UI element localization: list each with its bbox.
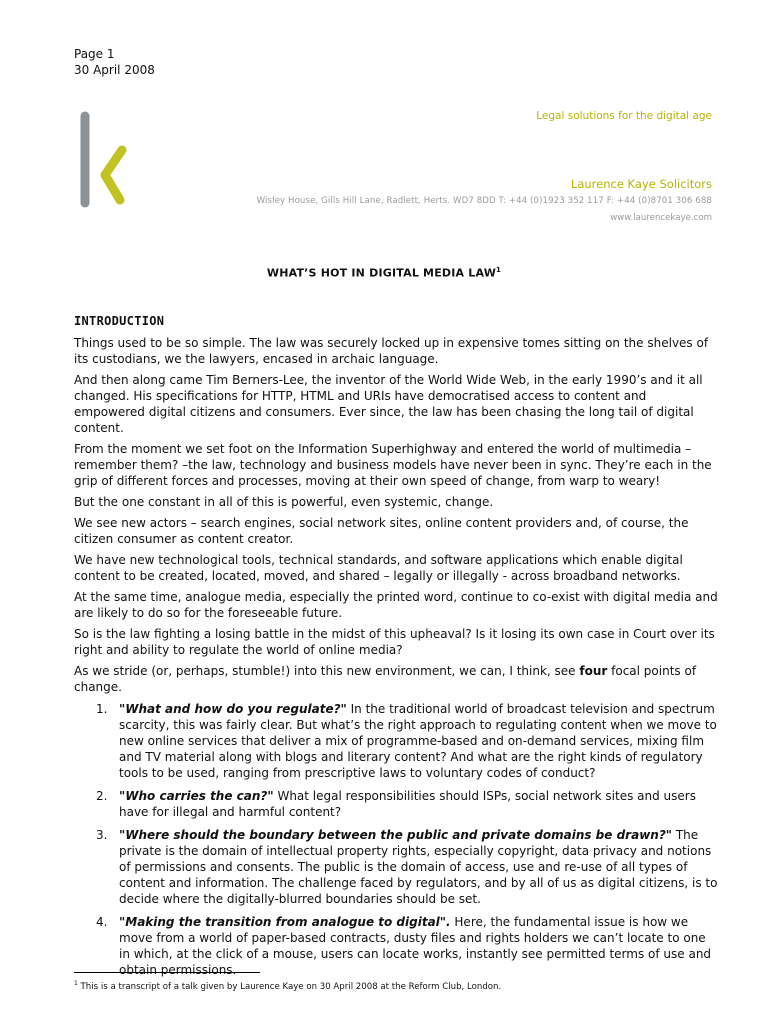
firm-name: Laurence Kaye Solicitors: [570, 177, 712, 191]
list-item-text: What legal responsibilities should ISPs, social network sites and users have for illegal and harmful content?: [119, 789, 696, 819]
logo-arm: [105, 150, 122, 200]
page-number: Page 1: [74, 47, 115, 61]
list-item-number: 1.: [96, 702, 108, 716]
firm-logo: [78, 110, 138, 210]
page-date: 30 April 2008: [74, 63, 155, 77]
paragraph: So is the law fighting a losing battle in the midst of this upheaval? Is it losing its own case in Court over its right and ability to regulate the world of online media?: [74, 627, 715, 657]
list-item-number: 4.: [96, 915, 108, 929]
document-title-text: WHAT’S HOT IN DIGITAL MEDIA LAW: [266, 266, 497, 280]
paragraph: We have new technological tools, technical standards, and software applications which enable digital content to be created, located, moved, and shared – legally or illegally - across broadband networks.: [74, 553, 683, 583]
footnote-marker: 1: [74, 980, 78, 987]
footnote-text: This is a transcript of a talk given by Laurence Kaye on 30 April 2008 at the Reform Club, London.: [77, 981, 502, 992]
lead-in-emphasis: four: [579, 664, 608, 678]
list-item-text: The private is the domain of intellectual property rights, especially copyright, data privacy and notions of permissions and consents. The public is the domain of access, use and re-use of all types of content and information. The challenge faced by regulators, and by all of us as digital citizens, is to decide where the digitally-blurred boundaries should be set.: [119, 828, 718, 906]
firm-website: www.laurencekaye.com: [610, 213, 712, 223]
list-item: [74, 701, 720, 781]
firm-tagline: Legal solutions for the digital age: [536, 110, 712, 122]
list-item-number: 2.: [96, 789, 108, 803]
paragraph: We see new actors – search engines, social network sites, online content providers and, of course, the citizen consumer as content creator.: [74, 516, 689, 546]
page-meta: [74, 46, 155, 78]
document-body: [74, 313, 720, 985]
title-footnote-marker: 1: [496, 266, 502, 274]
paragraph: And then along came Tim Berners-Lee, the inventor of the World Wide Web, in the early 1990’s and it all changed. His specifications for HTTP, HTML and URIs have democratised access to content and empowered digital citizens and consumers. Ever since, the law has been chasing the long tail of digital content.: [74, 373, 703, 435]
list-item-text: In the traditional world of broadcast television and spectrum scarcity, this was fairly clear. But what’s the right approach to regulating content when we move to new online services that deliver a mix of programme-based and on-demand services, mixing film and TV material along with blogs and literary content? And what are the right kinds of regulatory tools to be used, ranging from prescriptive laws to voluntary codes of conduct?: [119, 702, 717, 780]
paragraph: But the one constant in all of this is powerful, even systemic, change.: [74, 495, 494, 509]
lead-in-after: focal points of change.: [74, 664, 697, 694]
paragraph: From the moment we set foot on the Information Superhighway and entered the world of multimedia – remember them? –the law, technology and business models have never been in sync. They’re each in the grip of different forces and processes, moving at their own speed of change, from warp to weary!: [74, 442, 712, 488]
list-item-question: "Who carries the can?": [119, 789, 274, 803]
paragraph: At the same time, analogue media, especially the printed word, continue to co-exist with digital media and are likely to do so for the foreseeable future.: [74, 590, 718, 620]
list-item-question: "What and how do you regulate?": [119, 702, 347, 716]
lead-in-paragraph: [74, 663, 720, 695]
footnote: [74, 980, 501, 992]
list-item-text: Here, the fundamental issue is how we move from a world of paper-based contracts, dusty files and rights holders we can’t locate to one in which, at the click of a mouse, users can locate works, instantly see permitted terms of use and obtain permissions.: [119, 915, 712, 977]
list-item-number: 3.: [96, 828, 108, 842]
paragraph: Things used to be so simple. The law was securely locked up in expensive tomes sitting on the shelves of its custodians, we the lawyers, encased in archaic language.: [74, 336, 709, 366]
document-title: [0, 266, 768, 280]
list-item: [74, 914, 720, 978]
section-heading: INTRODUCTION: [74, 314, 165, 328]
list-item: [74, 827, 720, 907]
list-item-question: "Where should the boundary between the public and private domains be drawn?": [119, 828, 673, 842]
list-item: [74, 788, 720, 820]
firm-address: Wisley House, Gills Hill Lane, Radlett, Herts. WD7 8DD T: +44 (0)1923 352 117 F: +44 (0)8701 306 688: [256, 196, 712, 206]
focal-points-list: [74, 701, 720, 978]
list-item-question: "Making the transition from analogue to digital".: [119, 915, 451, 929]
lead-in-before: As we stride (or, perhaps, stumble!) into this new environment, we can, I think, see: [74, 664, 580, 678]
footnote-divider: [74, 972, 260, 973]
